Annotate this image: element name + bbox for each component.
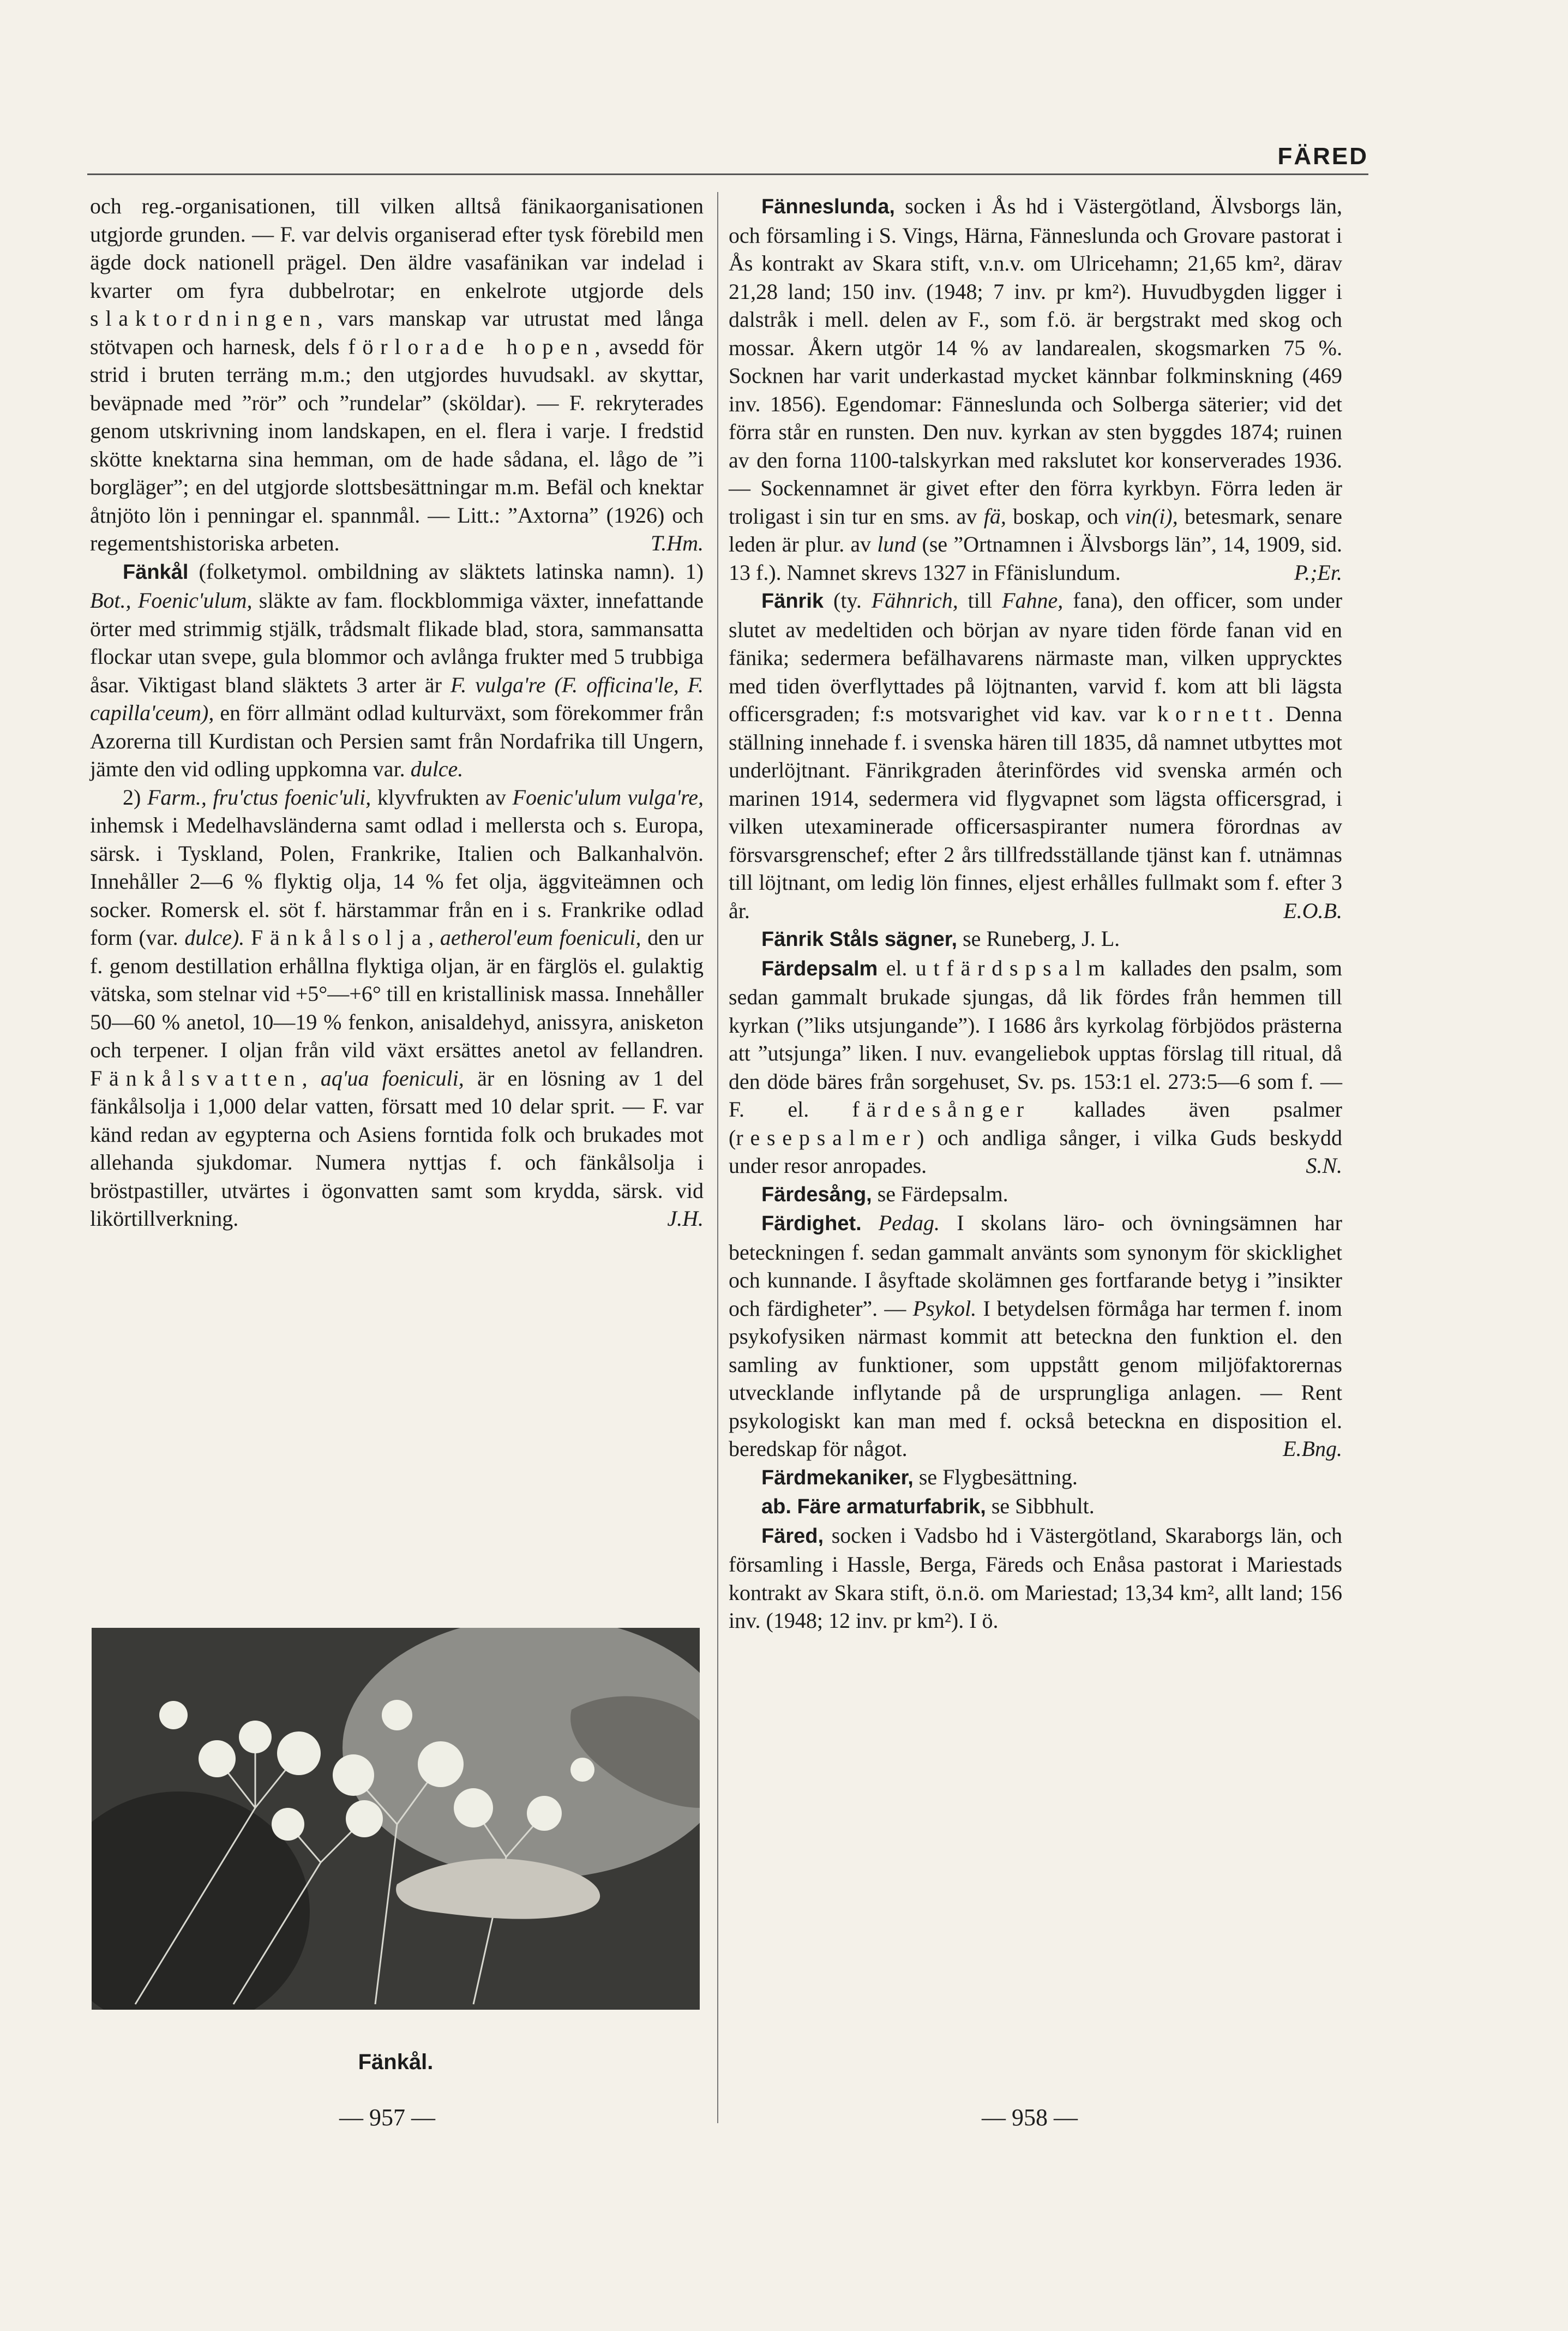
page-number-right: — 958 —	[982, 2104, 1078, 2131]
article-fardesang: Färdesång, se Färdepsalm.	[761, 1181, 1008, 1206]
signature: J.H.	[667, 1206, 704, 1231]
article-fardepsalm: Färdepsalm el. utfärdspsalm kallades den psalm, som sedan gammalt brukade sjungas, då lik fördes från hemmen till kyrkan (”liks utsjungande”). I 1686 års kyrkolag förbjödos prästerna att ”utsjunga” liken. I nuv. evangeliebok upptas förslag till ritual, då den döde bäres från sorgehuset, Sv. ps. 153:1 el. 273:5—6 som f. — F. el. färdesånger kallades även psalmer (resepsalmer) och andliga sånger, i vilka Guds beskydd under resor anropades. S.N.	[729, 954, 1342, 1180]
article-fanika-continuation: och reg.-organisationen, till vilken alltså fänikaorganisationen utgjorde grunden. — F. var delvis organiserad efter tysk förebild men ägde dock nationell prägel. Den äldre vasafänikan var indelad i kvarter om fyra dubbelrotar; en enkelrote utgjorde dels slaktordningen, vars manskap var utrustat med långa stötvapen och harnesk, dels förlorade hopen, avsedd för strid i bruten terräng m.m.; den utgjordes huvudsakl. av skyttar, beväpnade med ”rör” och ”rundelar” (sköldar). — F. rekryterades genom utskrivning inom landskapen, en el. flera i varje. I fredstid skötte knektarna sina hemman, om de hade sådana, el. lågo de ”i borgläger”; en del utgjorde slottsbesättningar m.m. Befäl och knektar åtnjöto lön i penningar el. spannmål. — Litt.: ”Axtorna” (1926) och regementshistoriska arbeten. T.Hm.	[90, 192, 704, 558]
signature: S.N.	[1306, 1153, 1342, 1178]
headword: ab. Färe armaturfabrik,	[761, 1495, 986, 1518]
page-number-left: — 957 —	[339, 2104, 435, 2131]
signature: P.;Er.	[1294, 560, 1342, 585]
article-fanrik: Fänrik (ty. Fähnrich, till Fahne, fana), den officer, som under slutet av medeltiden och början av nyare tiden förde fanan vid en fänika; sedermera befälhavarens närmaste man, vilken upprycktes med tiden överflyttades på löjtnanten, varvid f. kom att bli lägsta officersgraden; f:s motsvarighet vid kav. var kornett. Denna ställning innehade f. i svenska hären till 1835, då namnet utbyttes mot underlöjtnant. Fänrikgraden återinfördes vid svenska armén och marinen 1914, sedermera vid flygvapnet som lägsta officersgrad, i vilken utexaminerade officersaspiranter numera förordnas av försvarsgrenschef; efter 2 års tillfredsställande tjänst kan f. utnämnas till löjtnant, om ledig lön finnes, eljest erhålles fullmakt som f. efter 3 år. E.O.B.	[729, 586, 1342, 925]
fennel-photo	[92, 1628, 700, 2010]
article-fardighet: Färdighet. Pedag. I skolans läro- och övningsämnen har beteckningen f. sedan gammalt använts som synonym för skicklighet och kunnande. I åsyftade skolämnen ges fortfarande betyg i ”insikter och färdigheter”. — Psykol. I betydelsen förmåga har termen f. inom psykofysiken närmast kommit att beteckna den funktion el. den samling av funktioner, som uppstått genom miljöfaktorernas utvecklande inflytande på de ursprungliga anlagen. — Rent psykologiskt kan man med f. också beteckna en disposition el. beredskap för något. E.Bng.	[729, 1209, 1342, 1463]
fennel-illustration	[92, 1628, 700, 2010]
column-divider	[717, 192, 718, 2123]
article-fankal-farm: 2) Farm., fru'ctus foenic'uli, klyvfrukten av Foenic'ulum vulga're, inhemsk i Medelhavsländerna samt odlad i mellersta och s. Europa, särsk. i Tyskland, Polen, Frankrike, Italien och Balkanhalvön. Innehåller 2—6 % flyktig olja, 14 % fet olja, äggviteämnen och socker. Romersk el. söt f. härstammar från en i s. Frankrike odlad form (var. dulce). Fänkålsolja, aetherol'eum foeniculi, den ur f. genom destillation erhållna flyktiga oljan, är en färglös el. gulaktig vätska, som stelnar vid +5°—+6° till en kristallinisk massa. Innehåller 50—60 % anetol, 10—19 % fenkon, anisaldehyd, anissyra, anisketon och terpener. I oljan från vild växt ersättes anetol av fellandren. Fänkålsvatten, aq'ua foeniculi, är en lösning av 1 del fänkålsolja i 1,000 delar vatten, försatt med 10 delar sprit. — F. var känd redan av egypterna och Asiens forntida folk och brukades mot allehanda sjukdomar. Numera nyttjas f. och fänkålsolja i bröstpastiller, utvärtes i ögonvatten samt som krydda, särsk. vid likörtillverkning. J.H.	[90, 783, 704, 1233]
headword: Färdepsalm	[761, 957, 878, 980]
headword: Färdesång,	[761, 1183, 872, 1206]
signature: T.Hm.	[650, 531, 704, 555]
headword: Fänrik Ståls sägner,	[761, 928, 958, 951]
headword: Färdmekaniker,	[761, 1466, 914, 1489]
article-fardmekaniker: Färdmekaniker, se Flygbesättning.	[761, 1464, 1078, 1489]
headword: Fänkål	[123, 560, 189, 584]
article-fankal: Fänkål (folketymol. ombildning av släktets latinska namn). 1) Bot., Foenic'ulum, släkte av fam. flockblommiga växter, innefattande örter med strimmig stjälk, trådsmalt flikade blad, stora, sammansatta flockar utan svepe, gula blommor och avlånga frukter med 5 trubbiga åsar. Viktigast bland släktets 3 arter är F. vulga're (F. officina'le, F. capilla'ceum), en förr allmänt odlad kulturväxt, som förekommer från Azorerna till Kurdistan och Persien samt från Nordafrika till Ungern, jämte den vid odling uppkomna var. dulce.	[90, 559, 704, 781]
running-head: FÄRED	[1277, 143, 1368, 170]
article-fare-armaturfabrik: ab. Färe armaturfabrik, se Sibbhult.	[761, 1494, 1095, 1518]
header-rule	[87, 173, 1368, 175]
signature: E.O.B.	[1283, 898, 1342, 923]
left-column	[90, 192, 704, 1233]
article-fared: Färed, socken i Vadsbo hd i Västergötland, Skaraborgs län, och församling i Hassle, Berga, Färeds och Enåsa pastorat i Mariestads kontrakt av Skara stift, ö.n.ö. om Mariestad; 13,34 km², allt land; 156 inv. (1948; 12 inv. pr km²). I ö.	[729, 1523, 1342, 1633]
headword: Fänrik	[761, 590, 824, 613]
right-column	[729, 192, 1342, 1635]
headword: Färdighet.	[761, 1212, 862, 1235]
signature: E.Bng.	[1283, 1436, 1342, 1461]
headword: Fänneslunda,	[761, 195, 895, 218]
headword: Färed,	[761, 1524, 824, 1548]
photo-caption: Fänkål.	[358, 2050, 434, 2074]
article-fanneslunda: Fänneslunda, socken i Ås hd i Västergötland, Älvsborgs län, och församling i S. Vings, Härna, Fänneslunda och Grovare pastorat i Ås kontrakt av Skara stift, v.n.v. om Ulricehamn; 21,65 km², därav 21,28 land; 150 inv. (1948; 7 inv. pr km²). Huvudbygden ligger i dalstråk i mell. delen av F., som f.ö. är bergstrakt med skog och mossar. Åkern utgör 14 % av landarealen, skogsmarken 75 %. Socknen har varit underkastad mycket kännbar folkminskning (469 inv. 1856). Egendomar: Fänneslunda och Solberga säterier; vid det förra står en runsten. Den nuv. kyrkan av sten byggdes 1874; ruinen av den forna 1100-talskyrkan med rakslutet kor konserverades 1936. — Sockennamnet är givet efter den förra kyrkbyn. Förra leden är troligast i sin tur en sms. av fä, boskap, och vin(i), betesmark, senare leden är plur. av lund (se ”Ortnamnen i Älvsborgs län”, 14, 1909, sid. 13 f.). Namnet skrevs 1327 in Ffänislundum. P.;Er.	[729, 192, 1342, 586]
article-fanrik-stals-sagner: Fänrik Ståls sägner, se Runeberg, J. L.	[761, 926, 1120, 951]
